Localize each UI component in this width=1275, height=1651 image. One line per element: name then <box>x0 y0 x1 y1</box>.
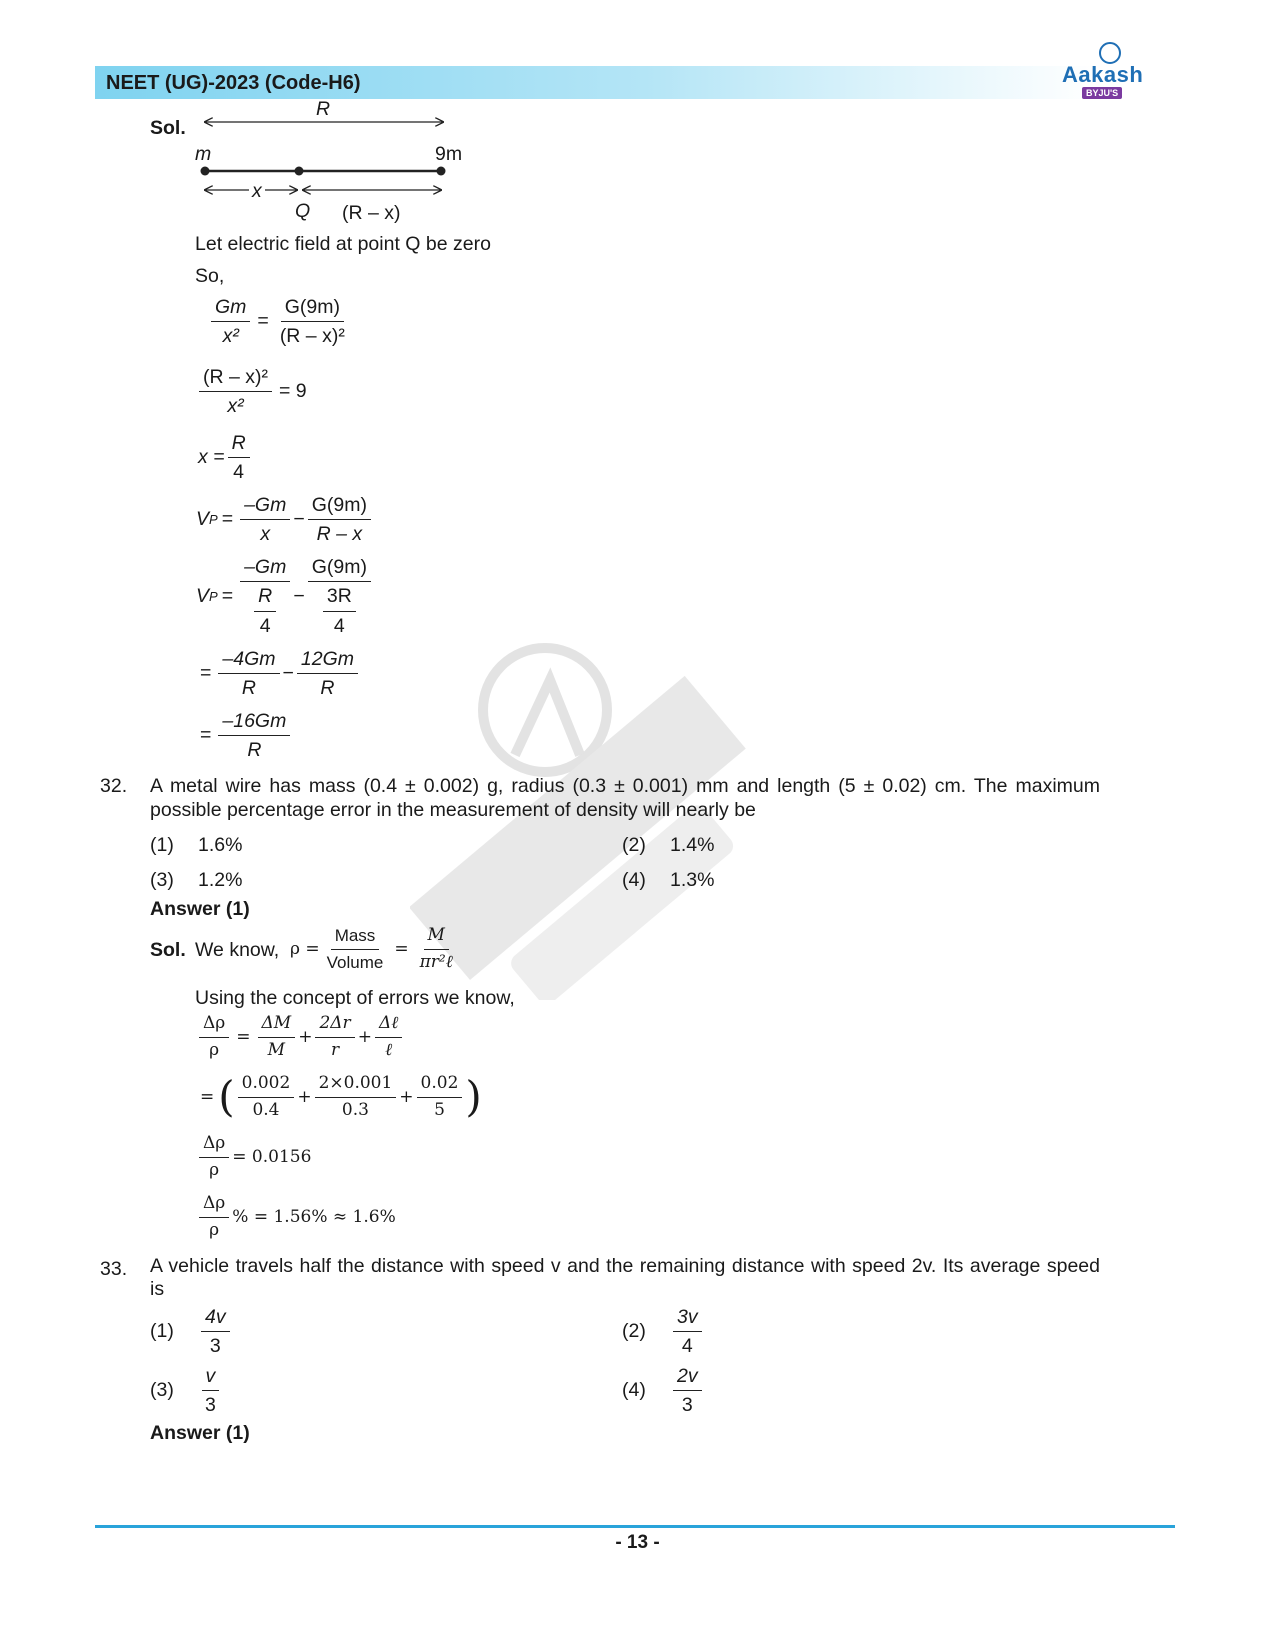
question-number: 33. <box>100 1258 128 1280</box>
equation-2: $\frac{\text{(R – x)²}}{\text{x²}}$ = 9 <box>196 366 311 418</box>
option-item[interactable]: (2) 1.4% <box>622 834 715 856</box>
page-number: - 13 - <box>615 1532 660 1553</box>
sol-label: Sol. <box>150 117 186 139</box>
aakash-logo <box>1062 42 1162 100</box>
option-item[interactable]: (3) 1.2% <box>150 869 243 891</box>
result-equation-2: $\frac{\Delta\rho}{\rho}$ % = 1.56% ≈ 1.6% <box>196 1194 396 1240</box>
equation-1: $\frac{Gm}{\text{x²}}$ = $\frac{G(9m)}{\text{(R – x)²}}$ <box>208 296 352 348</box>
density-equation: ρ = $\frac{\text{Mass}}{\text{Volume}}$ = $\frac{M}{\text{πr²ℓ}}$ <box>290 925 453 972</box>
option-item[interactable]: (4) $\frac{2v}{3}$ <box>622 1365 705 1417</box>
sol-text-line: So, <box>195 265 225 287</box>
option-item[interactable]: (1) 1.6% <box>150 834 243 856</box>
sol-text-line: Using the concept of errors we know, <box>195 987 515 1009</box>
equation-6: = $\frac{-4Gm}{R}$ − $\frac{12Gm}{R}$ <box>196 648 361 700</box>
result-equation-1: $\frac{\Delta\rho}{\rho}$ = 0.0156 <box>196 1134 311 1180</box>
error-equation: $\frac{\Delta\rho}{\rho}$ = $\frac{\Delta M}{M}$ + $\frac{2\Delta r}{r}$ + $\frac{\text{Δℓ}}{\text{ℓ}}$ <box>196 1014 405 1060</box>
option-item[interactable]: (2) $\frac{3v}{4}$ <box>622 1306 705 1358</box>
sol-label: Sol. <box>150 939 186 961</box>
option-item[interactable]: (3) $\frac{v}{3}$ <box>150 1365 223 1417</box>
diagram-label-x: x <box>249 180 265 203</box>
question-number: 32. <box>100 775 128 797</box>
aakash-logo-icon <box>1099 42 1121 64</box>
option-item[interactable]: (1) $\frac{4v}{3}$ <box>150 1306 233 1358</box>
aakash-logo-text: Aakash <box>1062 62 1144 87</box>
equation-7: = $\frac{-16Gm}{R}$ <box>196 710 293 762</box>
footer-divider <box>95 1525 1175 1528</box>
equation-3: x = $\frac{R}{4}$ <box>198 432 253 484</box>
page-header-title: NEET (UG)-2023 (Code-H6) <box>106 72 361 94</box>
diagram-label-R-minus-x: (R – x) <box>342 202 401 224</box>
sol-text-line: Let electric field at point Q be zero <box>195 233 491 255</box>
equation-4: V P = $\frac{-Gm}{x}$ − $\frac{G(9m)}{R - x}$ <box>196 494 374 546</box>
diagram-label-9m: 9m <box>435 143 463 165</box>
byjus-badge: BYJU'S <box>1082 87 1122 99</box>
sol-text-line: We know, <box>195 939 280 961</box>
equation-5: V P = $\frac{-Gm}{\frac{R}{4}}$ − $\frac{G(9m)}{\frac{3R}{4}}$ <box>196 556 374 637</box>
question-text: A metal wire has mass (0.4 ± 0.002) g, radius (0.3 ± 0.001) mm and length (5 ± 0.02) cm. The maximum <box>150 775 1100 797</box>
diagram-label-R: R <box>316 98 331 120</box>
question-text: possible percentage error in the measurement of density will nearly be <box>150 799 756 821</box>
diagram-label-Q: Q <box>295 200 311 222</box>
numeric-error-equation: = ( $\frac{0.002}{0.4}$ + $\frac{2\times 0.001}{0.3}$ + $\frac{0.02}{5}$ ) <box>200 1072 482 1122</box>
option-item[interactable]: (4) 1.3% <box>622 869 715 891</box>
diagram-label-m: m <box>195 143 212 165</box>
question-text: A vehicle travels half the distance with speed v and the remaining distance with speed 2v. Its average speed <box>150 1255 1100 1277</box>
answer-label: Answer (1) <box>150 898 250 920</box>
question-text: is <box>150 1278 165 1300</box>
answer-label: Answer (1) <box>150 1422 250 1444</box>
